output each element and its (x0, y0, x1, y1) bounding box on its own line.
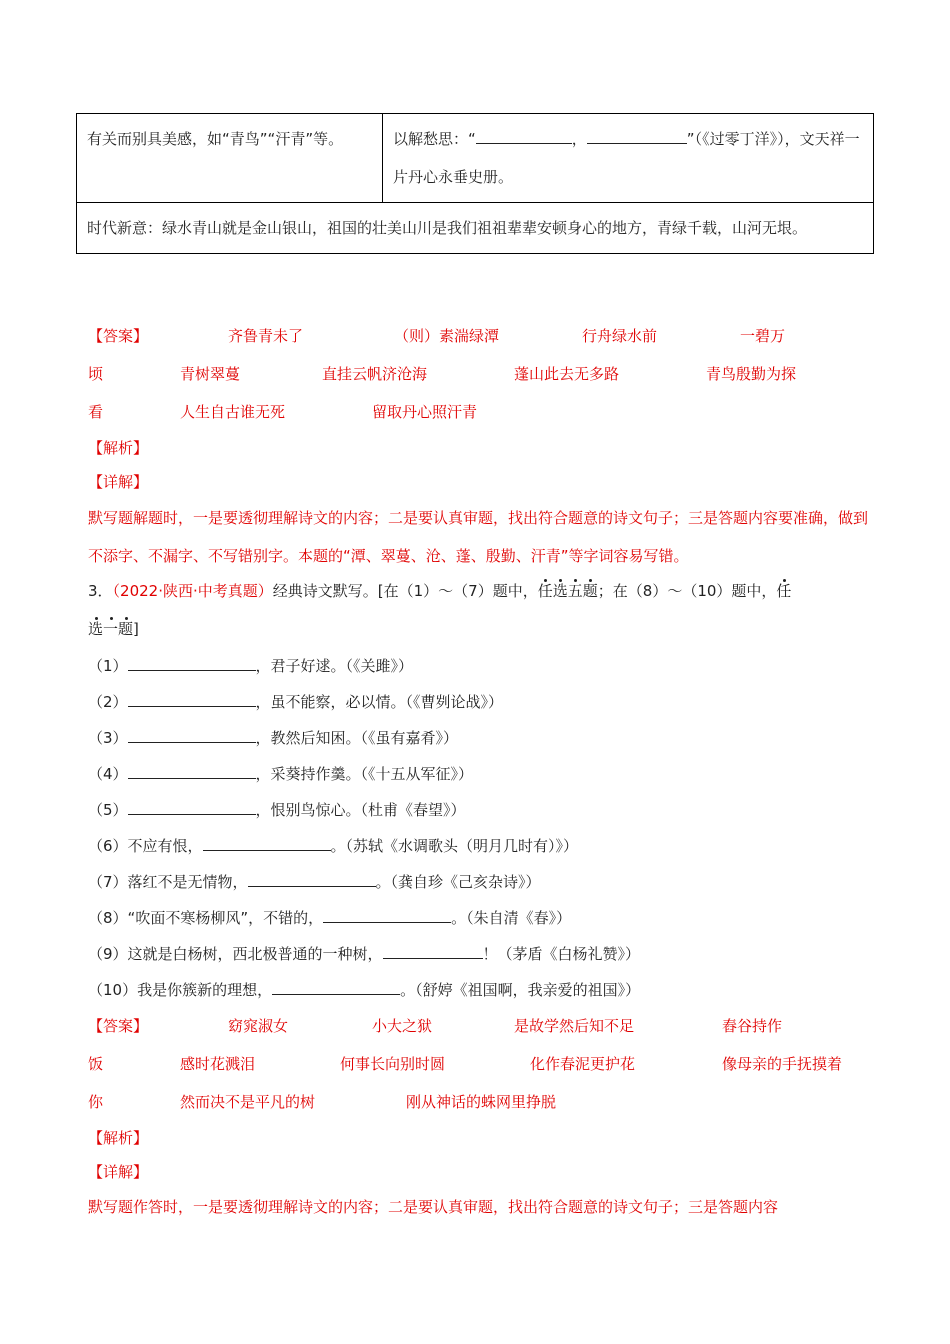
answer-item: 看 (88, 403, 104, 421)
emphasis-text (776, 582, 791, 600)
table-cell-modern-meaning: 时代新意：绿水青山就是金山银山，祖国的壮美山川是我们祖祖辈辈安顿身心的地方，青绿千载，山河无垠。 (77, 203, 874, 254)
answer-item: 是故学然后知不足 (514, 1017, 635, 1035)
emphasis-char: 任 (537, 582, 553, 600)
blank-line[interactable] (128, 654, 256, 671)
answer-item: 饭 (88, 1055, 104, 1073)
answer-item: （则）素湍绿潭 (394, 327, 500, 345)
answer-item: 人生自古谁无死 (180, 403, 286, 421)
analysis-label: 【解析】 (88, 439, 149, 457)
blank-line[interactable] (128, 762, 256, 779)
fill-item: （9）这就是白杨树，西北极普通的一种树， ！（茅盾《白杨礼赞》） (88, 936, 640, 972)
answer-item: 顷 (88, 365, 104, 383)
detail-label: 【详解】 (88, 1163, 149, 1181)
answer-item: 青鸟殷勤为探 (706, 365, 797, 383)
analysis-label: 【解析】 (88, 1129, 149, 1147)
fill-item: （8）“吹面不寒杨柳风”，不错的， 。（朱自清《春》） (88, 900, 571, 936)
emphasis-text (538, 582, 598, 600)
emphasis-char: 选 (88, 620, 104, 638)
detail-text: 默写题作答时，一是要透彻理解诗文的内容；二是要认真审题，找出符合题意的诗文句子；三是答题内容 (88, 1198, 779, 1216)
answer-item: 舂谷持作 (722, 1017, 783, 1035)
answer-item: 你 (88, 1093, 104, 1111)
fill-item: （4） ，采葵持作羹。（《十五从军征》） (88, 756, 473, 792)
answer-label: 【答案】 (88, 1017, 149, 1035)
emphasis-char: 任 (776, 582, 792, 600)
fill-item: （2） ，虽不能察，必以情。（《曹刿论战》） (88, 684, 503, 720)
answer-item: 感时花溅泪 (180, 1055, 256, 1073)
question-3-stem-cont: 选一题] (88, 620, 139, 638)
fill-item: （6）不应有恨， 。（苏轼《水调歌头（明月几时有）》） (88, 828, 578, 864)
emphasis-char: 选 (552, 582, 568, 600)
table-cell-imagery: 有关而别具美感，如“青鸟”“汗青”等。 (77, 114, 383, 203)
blank-line[interactable] (128, 690, 256, 707)
answer-item: 蓬山此去无多路 (514, 365, 620, 383)
answer-item: 小大之狱 (372, 1017, 433, 1035)
answer-item: 一碧万 (740, 327, 786, 345)
blank-line[interactable] (203, 834, 331, 851)
blank-line[interactable] (248, 870, 376, 887)
fill-item: （7）落红不是无情物， 。（龚自珍《己亥杂诗》） (88, 864, 541, 900)
answer-item: 化作春泥更护花 (530, 1055, 636, 1073)
poetry-table (76, 113, 874, 254)
blank-line[interactable] (272, 978, 400, 995)
table-cell-wenTianxiang: 以解愁思：“ ， ”（《过零丁洋》），文天祥一片丹心永垂史册。 (383, 114, 874, 203)
answer-item: 青树翠蔓 (180, 365, 241, 383)
fill-item: （1） ，君子好逑。（《关雎》） (88, 648, 413, 684)
answer-item: 像母亲的手抚摸着 (722, 1055, 843, 1073)
answer-item: 刚从神话的蛛网里挣脱 (406, 1093, 557, 1111)
question-source: （2022·陕西·中考真题） (112, 582, 273, 600)
answer-label: 【答案】 (88, 327, 149, 345)
emphasis-char: 题 (118, 620, 134, 638)
blank-line[interactable] (323, 906, 451, 923)
emphasis-char: 一 (103, 620, 119, 638)
emphasis-text (88, 620, 133, 638)
fill-item: （5） ，恨别鸟惊心。（杜甫《春望》） (88, 792, 466, 828)
fill-item: （10）我是你簇新的理想， 。（舒婷《祖国啊，我亲爱的祖国》） (88, 972, 640, 1008)
answer-item: 窈窕淑女 (228, 1017, 289, 1035)
answer-item: 直挂云帆济沧海 (322, 365, 428, 383)
answer-item: 行舟绿水前 (582, 327, 658, 345)
answer-item: 何事长向别时圆 (340, 1055, 446, 1073)
fill-item: （3） ，教然后知困。（《虽有嘉肴》） (88, 720, 458, 756)
emphasis-char: 题 (582, 582, 598, 600)
emphasis-char: 五 (567, 582, 583, 600)
question-3-stem: 3．（2022·陕西·中考真题）经典诗文默写。[在（1）～（7）题中，任选五题；在（8）～（10）题中，任 (88, 582, 792, 600)
blank-line[interactable] (476, 127, 572, 144)
detail-text: 默写题解题时，一是要透彻理解诗文的内容；二是要认真审题，找出符合题意的诗文句子；三是答题内容要准确，做到不添字、不漏字、不写错别字。本题的“潭、翠蔓、沧、蓬、殷勤、汗青”等字词容易写错。 (88, 509, 869, 565)
answer-item: 然而决不是平凡的树 (180, 1093, 316, 1111)
blank-line[interactable] (128, 726, 256, 743)
blank-line[interactable] (383, 942, 483, 959)
detail-label: 【详解】 (88, 473, 149, 491)
answer-item: 齐鲁青未了 (228, 327, 304, 345)
blank-line[interactable] (587, 127, 687, 144)
blank-line[interactable] (128, 798, 256, 815)
answer-item: 留取丹心照汗青 (372, 403, 478, 421)
